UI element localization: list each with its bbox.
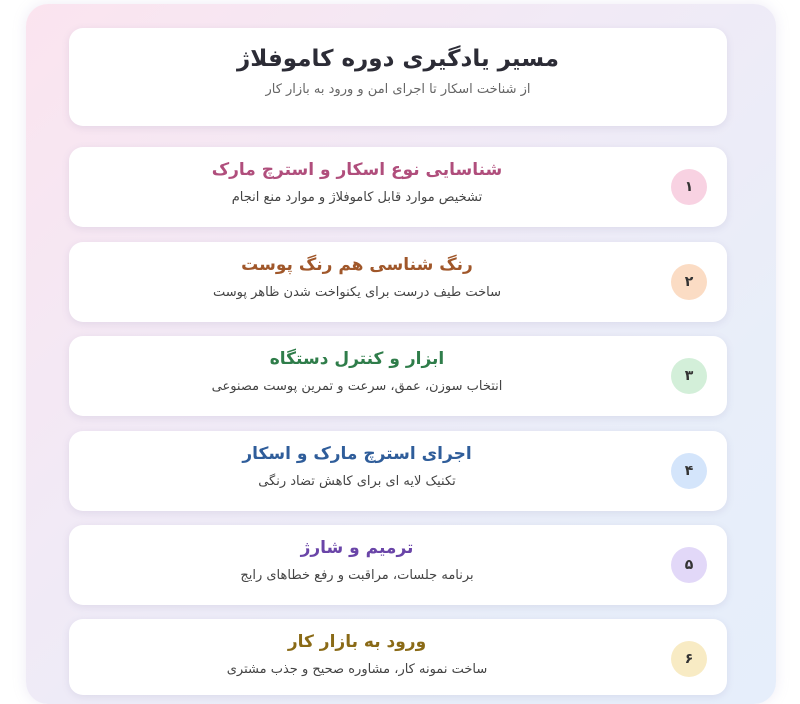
header-card	[69, 28, 727, 126]
step-number-badge: ۲	[671, 264, 707, 300]
step-card-1	[69, 147, 727, 227]
step-title: رنگ شناسی هم رنگ پوست	[241, 255, 473, 275]
step-title: ترمیم و شارژ	[300, 538, 414, 558]
step-description: تشخیص موارد قابل کاموفلاژ و موارد منع انجام	[231, 190, 483, 205]
step-description: تکنیک لایه ای برای کاهش تضاد رنگی	[258, 474, 456, 489]
step-number-badge: ۱	[671, 169, 707, 205]
step-description: برنامه جلسات، مراقبت و رفع خطاهای رایج	[240, 568, 474, 583]
step-title: ورود به بازار کار	[287, 632, 427, 652]
step-description: ساخت نمونه کار، مشاوره صحیح و جذب مشتری	[226, 662, 488, 677]
step-number-badge: ۶	[671, 641, 707, 677]
step-title: شناسایی نوع اسکار و استرچ مارک	[211, 160, 503, 180]
step-title: اجرای استرچ مارک و اسکار	[242, 444, 472, 464]
step-card-4	[69, 431, 727, 511]
step-number-badge: ۴	[671, 453, 707, 489]
page-subtitle: از شناخت اسکار تا اجرای امن و ورود به بازار کار	[265, 82, 531, 97]
page-title: مسیر یادگیری دوره کاموفلاژ	[237, 46, 559, 72]
step-card-3	[69, 336, 727, 416]
step-description: انتخاب سوزن، عمق، سرعت و تمرین پوست مصنوعی	[211, 379, 503, 394]
step-card-5	[69, 525, 727, 605]
step-number-badge: ۳	[671, 358, 707, 394]
step-description: ساخت طیف درست برای یکنواخت شدن ظاهر پوست	[212, 285, 502, 300]
step-card-6	[69, 619, 727, 695]
step-number-badge: ۵	[671, 547, 707, 583]
step-title: ابزار و کنترل دستگاه	[269, 349, 445, 369]
step-card-2	[69, 242, 727, 322]
